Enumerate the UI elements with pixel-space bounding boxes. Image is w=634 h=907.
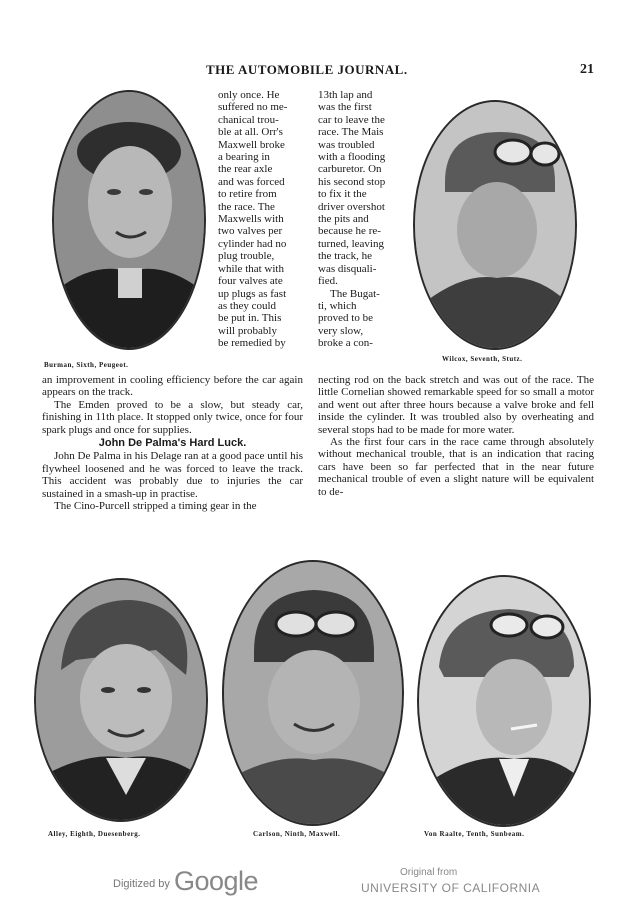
text-line: the track, he <box>318 250 373 263</box>
text-line: his second stop <box>318 175 386 188</box>
paragraph: The Emden proved to be a slow, but steady car, finishing in 11th place. It stopped only twice, once for four spark plugs and once for supplies. <box>42 398 303 436</box>
text-line: two valves per <box>218 225 283 238</box>
text-line: was troubled <box>318 138 375 151</box>
paragraph: necting rod on the back stretch and was out of the race. The little Cornelian showed remarkable speed for so small a motor and went out after three hours because a valve broke and fell inside the cylinder. It was troubled also by overheating and several stops had to be made for more water. <box>318 374 594 436</box>
paragraph: The Cino-Purcell stripped a timing gear in the <box>54 500 257 513</box>
text-line: turned, leaving <box>318 237 384 250</box>
caption-wilcox: Wilcox, Seventh, Stutz. <box>442 355 523 363</box>
paragraph: John De Palma in his Delage ran at a good pace until his flywheel loosened and he was forced to leave the track. This accident was probably due to injuries the car sustained in a smash-up in practise. <box>42 450 303 500</box>
text-line: chanical trou- <box>218 113 279 126</box>
text-line: and was forced <box>218 175 285 188</box>
text-column-narrow-right <box>318 89 404 350</box>
text-line: will probably <box>218 324 277 337</box>
page-number: 21 <box>580 62 594 77</box>
text-line: Maxwells with <box>218 213 284 226</box>
text-line: carburetor. On <box>318 163 382 176</box>
text-line: be put in. This <box>218 312 282 325</box>
portrait-photo-icon <box>224 562 402 824</box>
text-line: Maxwell broke <box>218 138 285 151</box>
text-line: a bearing in <box>218 151 270 164</box>
text-line: broke a con- <box>318 337 373 350</box>
text-line: the rear axle <box>218 163 273 176</box>
portrait-photo-icon <box>415 102 575 348</box>
text-line: driver overshot <box>318 200 385 213</box>
text-line: as they could <box>218 299 277 312</box>
section-heading: John De Palma's Hard Luck. <box>98 437 247 450</box>
text-column-right <box>318 374 594 498</box>
text-line: was disquali- <box>318 262 377 275</box>
portrait-photo-carlson <box>222 560 404 826</box>
paragraph: an improvement in cooling efficiency before the car again appears on the track. <box>42 374 303 399</box>
portrait-photo-von-raalte <box>417 575 591 827</box>
text-line: the pits and <box>318 213 369 226</box>
text-column-narrow-left <box>218 89 304 350</box>
text-line: because he re- <box>318 225 381 238</box>
text-line: race. The Mais <box>318 126 384 139</box>
google-logo: Google <box>174 866 259 896</box>
digitized-by-label: Digitized by <box>113 878 170 890</box>
text-line: fied. <box>318 275 338 288</box>
source-institution: UNIVERSITY OF CALIFORNIA <box>361 881 541 895</box>
text-line: suffered no me- <box>218 101 288 114</box>
text-line: to retire from <box>218 188 277 201</box>
text-line: was the first <box>318 101 372 114</box>
text-line: car to leave the <box>318 113 385 126</box>
portrait-photo-icon <box>36 580 206 820</box>
journal-title: THE AUTOMOBILE JOURNAL. <box>206 62 408 77</box>
text-line: ble at all. Orr's <box>218 126 283 139</box>
portrait-photo-icon <box>54 92 204 348</box>
text-line: 13th lap and <box>318 89 373 101</box>
text-line: four valves ate <box>218 275 283 288</box>
caption-burman: Burman, Sixth, Peugeot. <box>44 361 129 369</box>
text-line: be remedied by <box>218 337 286 350</box>
portrait-photo-alley <box>34 578 208 822</box>
text-line: The Bugat- <box>330 287 380 300</box>
text-column-left <box>42 374 303 512</box>
text-line: ti, which <box>318 299 357 312</box>
paragraph: As the first four cars in the race came through absolutely without mechanical trouble, that is an indication that racing cars have been so far perfected that in the near future mechanical trouble of even a slight nature will be equivalent to de- <box>318 436 594 498</box>
text-line: with a flooding <box>318 151 386 164</box>
caption-carlson: Carlson, Ninth, Maxwell. <box>253 830 341 838</box>
caption-alley: Alley, Eighth, Duesenberg. <box>48 830 141 838</box>
original-from-label: Original from <box>400 867 458 878</box>
text-line: to fix it the <box>318 188 367 201</box>
text-line: proved to be <box>318 312 373 325</box>
text-line: very slow, <box>318 324 364 337</box>
text-line: while that with <box>218 262 284 275</box>
text-line: only once. He <box>218 89 280 101</box>
text-line: plug trouble, <box>218 250 275 263</box>
portrait-photo-wilcox <box>413 100 577 350</box>
caption-von-raalte: Von Raalte, Tenth, Sunbeam. <box>424 830 525 838</box>
portrait-photo-icon <box>419 577 589 825</box>
text-line: up plugs as fast <box>218 287 287 300</box>
portrait-photo-burman <box>52 90 206 350</box>
text-line: cylinder had no <box>218 237 287 250</box>
text-line: the race. The <box>218 200 275 213</box>
